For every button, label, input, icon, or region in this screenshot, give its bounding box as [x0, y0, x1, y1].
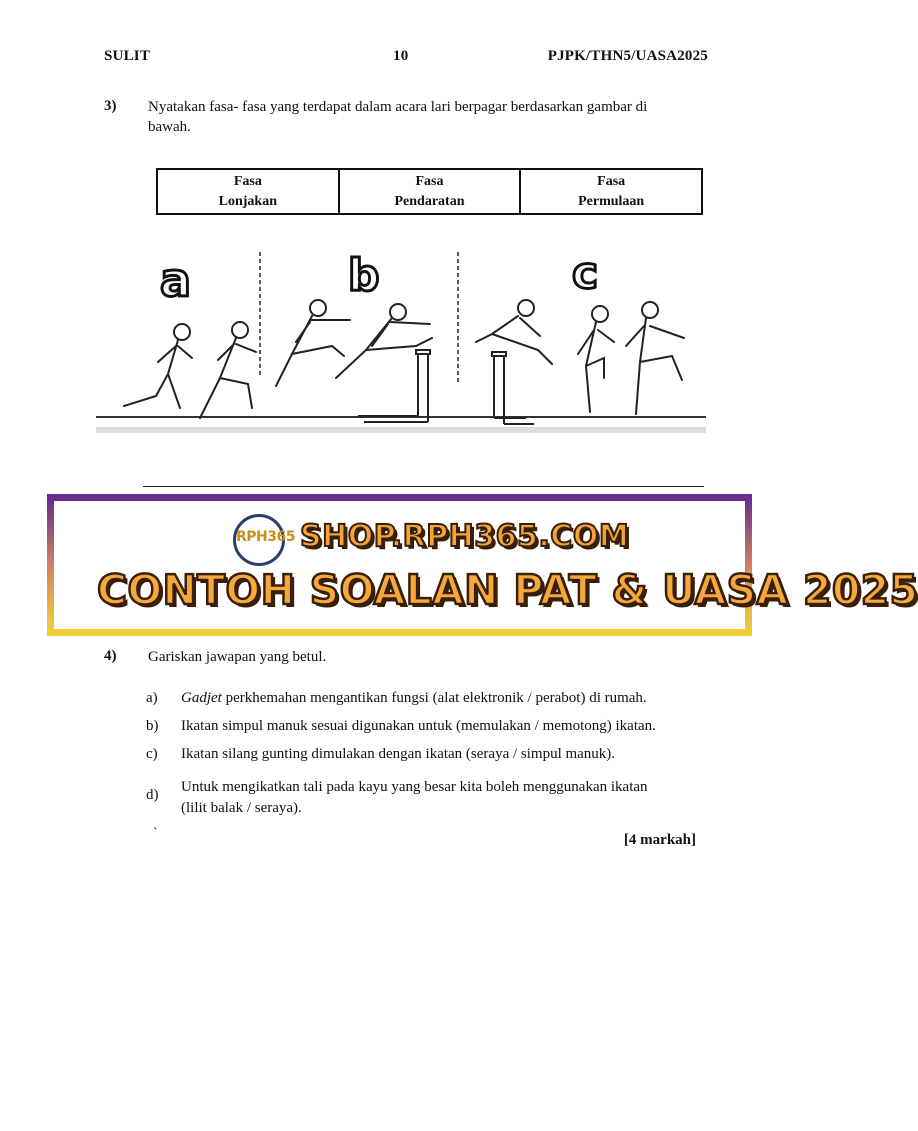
hurdle-right	[492, 352, 534, 424]
item-c-label: c)	[146, 746, 158, 762]
phase-cell-1	[157, 169, 339, 214]
phase-cell-2-line1: Fasa	[415, 173, 444, 189]
item-a-label: a)	[146, 690, 158, 706]
question-4-prompt: Gariskan jawapan yang betul.	[148, 649, 327, 665]
marks-label: [4 markah]	[623, 832, 696, 848]
question-4-number: 4)	[104, 648, 117, 664]
item-c-text: Ikatan silang gunting dimulakan dengan ikatan (seraya / simpul manuk).	[181, 746, 616, 762]
item-a-text	[181, 688, 701, 709]
phase-table	[156, 168, 703, 215]
paper-code: PJPK/THN5/UASA2025	[547, 48, 708, 64]
answer-line	[143, 486, 704, 487]
phase-cell-1-line1: Fasa	[233, 173, 262, 189]
item-a-body: perkhemahan mengantikan fungsi (alat elektronik / perabot) di rumah.	[221, 690, 647, 706]
label-a: a	[160, 253, 192, 307]
header-left: SULIT	[104, 48, 151, 64]
phase-cell-3-line1: Fasa	[597, 173, 626, 189]
question-3-number: 3)	[104, 98, 117, 114]
stray-mark: `	[153, 826, 158, 841]
item-d-line2: (lilit balak / seraya).	[181, 800, 302, 816]
promo-banner	[47, 494, 918, 636]
item-d-label: d)	[146, 787, 159, 803]
question-3-prompt-line1: Nyatakan fasa- fasa yang terdapat dalam acara lari berpagar berdasarkan gambar di	[148, 99, 648, 115]
item-a-italic: Gadjet	[181, 690, 222, 706]
page-number: 10	[393, 48, 409, 64]
phase-cell-2-line2: Pendaratan	[394, 193, 465, 209]
phase-cell-3-line2: Permulaan	[578, 193, 645, 209]
phase-cell-1-line2: Lonjakan	[218, 193, 277, 209]
banner-shop-url: SHOP.RPH365.COM	[300, 519, 630, 554]
question-3-prompt	[148, 97, 708, 137]
item-b-text: Ikatan simpul manuk sesuai digunakan untuk (memulakan / memotong) ikatan.	[181, 718, 656, 734]
item-d-text	[181, 777, 701, 819]
rph365-logo	[233, 514, 295, 566]
item-d-line1: Untuk mengikatkan tali pada kayu yang besar kita boleh menggunakan ikatan	[181, 779, 648, 795]
logo-text: RPH365	[236, 529, 295, 545]
hurdle-left	[358, 350, 430, 422]
banner-title: CONTOH SOALAN PAT & UASA 2025	[97, 566, 918, 614]
hurdles-illustration	[96, 246, 706, 446]
item-b-label: b)	[146, 718, 159, 734]
question-3-prompt-line2: bawah.	[148, 119, 191, 135]
label-c: c	[572, 248, 599, 299]
phase-cell-2	[339, 169, 521, 214]
label-b: b	[348, 250, 380, 301]
phase-cell-3	[520, 169, 702, 214]
athletes	[124, 300, 684, 418]
